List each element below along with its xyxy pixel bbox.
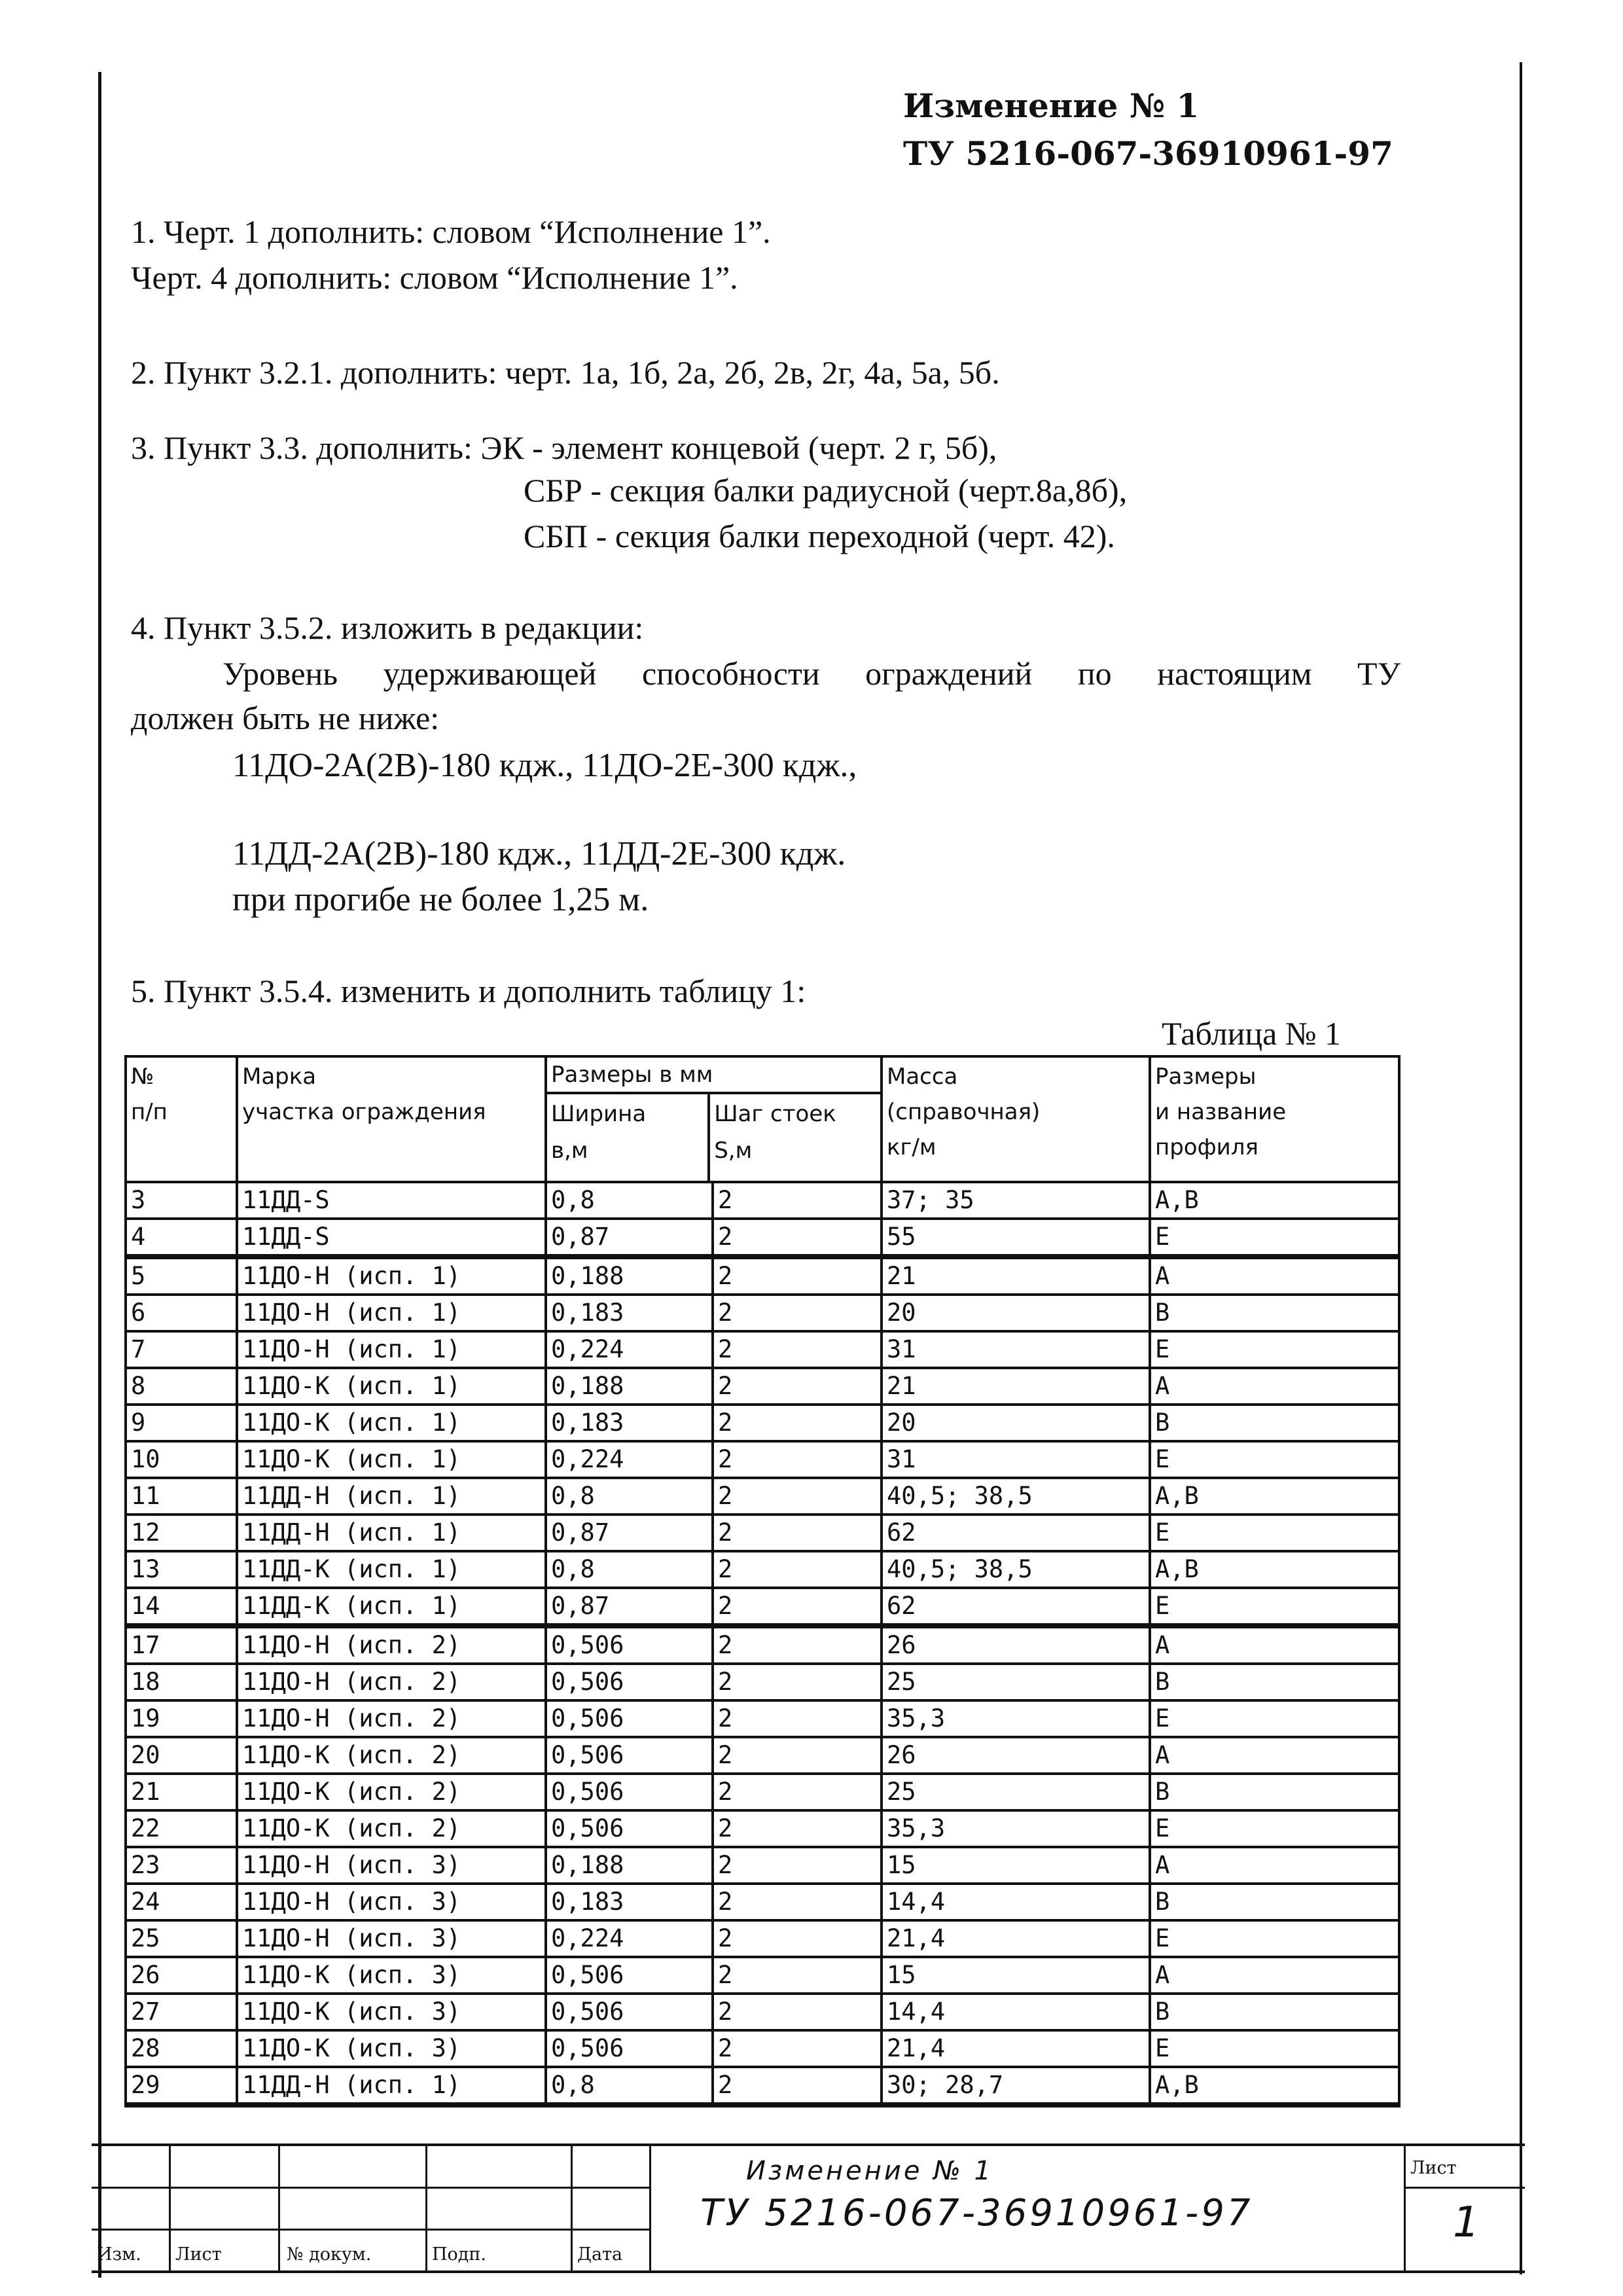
tb-divider [1404,2146,1406,2270]
table-row [127,1995,1398,2032]
cell-step: 2 [714,1885,883,1922]
spec-code: ТУ 5216-067-36910961-97 [903,134,1393,173]
table-row [127,1479,1398,1516]
cell-width: 0,224 [547,1922,714,1958]
cell-mark: 11ДО-Н (исп. 3) [238,1922,547,1958]
cell-mark: 11ДО-К (исп. 2) [238,1775,547,1812]
tb-divider [649,2146,651,2270]
cell-width: 0,183 [547,1296,714,1333]
header-num [127,1058,238,1183]
header-profile-line1: Размеры [1155,1064,1257,1090]
cell-profile: В [1151,1406,1398,1443]
cell-mark: 11ДД-S [238,1183,547,1220]
change-title: Изменение № 1 [903,86,1200,125]
cell-step: 2 [714,1552,883,1589]
cell-width: 0,8 [547,2068,714,2105]
item-4f: при прогибе не более 1,25 м. [232,881,649,918]
cell-mass: 31 [883,1333,1151,1369]
cell-mark: 11ДД-Н (исп. 1) [238,1516,547,1552]
cell-mark: 11ДД-К (исп. 1) [238,1552,547,1589]
cell-mass: 14,4 [883,1885,1151,1922]
cell-mark: 11ДО-К (исп. 1) [238,1406,547,1443]
header-width [547,1094,710,1181]
cell-width: 0,506 [547,1812,714,1848]
cell-mass: 25 [883,1775,1151,1812]
cell-profile: Е [1151,1812,1398,1848]
cell-profile: Е [1151,1589,1398,1626]
table-row [127,1848,1398,1885]
cell-step: 2 [714,1922,883,1958]
cell-width: 0,224 [547,1443,714,1479]
table-row [127,1922,1398,1958]
header-mark [238,1058,547,1183]
header-mark-line1: Марка [242,1064,317,1090]
cell-num: 24 [127,1885,238,1922]
header-profile-line2: и название [1155,1099,1287,1125]
item-2: 2. Пункт 3.2.1. дополнить: черт. 1а, 1б, 2а, 2б, 2в, 2г, 4а, 5а, 5б. [131,354,1000,391]
cell-profile: А [1151,1259,1398,1296]
cell-mass: 30; 28,7 [883,2068,1151,2105]
cell-num: 25 [127,1922,238,1958]
cell-num: 14 [127,1589,238,1626]
table-row [127,2032,1398,2068]
table-row [127,1958,1398,1995]
cell-profile: В [1151,1665,1398,1702]
cell-profile: Е [1151,1220,1398,1257]
header-dims: Размеры в мм [547,1058,880,1094]
item-3a: 3. Пункт 3.3. дополнить: ЭК - элемент концевой (черт. 2 г, 5б), [131,429,997,466]
cell-width: 0,8 [547,1479,714,1516]
cell-num: 4 [127,1220,238,1257]
cell-num: 5 [127,1259,238,1296]
cell-mass: 15 [883,1958,1151,1995]
item-4a: 4. Пункт 3.5.2. изложить в редакции: [131,609,644,646]
cell-mark: 11ДО-К (исп. 1) [238,1369,547,1406]
table-row [127,2068,1398,2105]
tb-divider [169,2146,171,2270]
cell-step: 2 [714,1259,883,1296]
cell-num: 17 [127,1628,238,1665]
cell-mark: 11ДО-К (исп. 3) [238,1995,547,2032]
cell-mark: 11ДО-Н (исп. 2) [238,1628,547,1665]
cell-mass: 62 [883,1516,1151,1552]
cell-width: 0,87 [547,1220,714,1257]
cell-width: 0,224 [547,1333,714,1369]
item-1b: Черт. 4 дополнить: словом “Исполнение 1”. [131,259,738,296]
header-mass-line3: кг/м [887,1134,936,1160]
tb-code: ТУ 5216-067-36910961-97 [700,2192,1253,2234]
cell-width: 0,506 [547,1738,714,1775]
cell-num: 22 [127,1812,238,1848]
tb-divider [425,2146,427,2270]
item-4d: 11ДО-2А(2В)-180 кдж., 11ДО-2Е-300 кдж., [232,747,857,784]
table-row [127,1220,1398,1257]
tb-divider [571,2146,573,2270]
table-row [127,1257,1398,1296]
cell-step: 2 [714,1848,883,1885]
item-3c: СБП - секция балки переходной (черт. 42). [524,518,1115,554]
left-margin-line [98,72,101,2278]
table-row [127,1812,1398,1848]
cell-step: 2 [714,1220,883,1257]
tb-row-line [92,2229,649,2231]
cell-width: 0,8 [547,1183,714,1220]
cell-mass: 35,3 [883,1812,1151,1848]
item-4c: должен быть не ниже: [131,700,440,736]
header-mass-line1: Масса [887,1064,958,1090]
cell-mass: 15 [883,1848,1151,1885]
cell-num: 11 [127,1479,238,1516]
cell-mark: 11ДО-К (исп. 3) [238,1958,547,1995]
item-5: 5. Пункт 3.5.4. изменить и дополнить таблицу 1: [131,973,806,1009]
cell-width: 0,8 [547,1552,714,1589]
item-1a: 1. Черт. 1 дополнить: словом “Исполнение 1”. [131,213,771,250]
cell-mark: 11ДО-К (исп. 2) [238,1812,547,1848]
cell-width: 0,87 [547,1589,714,1626]
cell-mark: 11ДО-Н (исп. 1) [238,1333,547,1369]
header-dims-group [547,1058,883,1183]
cell-width: 0,506 [547,1628,714,1665]
cell-mark: 11ДД-S [238,1220,547,1257]
cell-width: 0,87 [547,1516,714,1552]
cell-mark: 11ДО-Н (исп. 3) [238,1885,547,1922]
cell-mass: 21 [883,1369,1151,1406]
table-row [127,1702,1398,1738]
cell-profile: А [1151,1848,1398,1885]
cell-mark: 11ДО-К (исп. 3) [238,2032,547,2068]
cell-step: 2 [714,1738,883,1775]
cell-mass: 62 [883,1589,1151,1626]
cell-step: 2 [714,1665,883,1702]
header-step-line1: Шаг стоек [714,1101,836,1127]
tb-data: Дата [577,2244,623,2265]
cell-width: 0,506 [547,1958,714,1995]
cell-num: 6 [127,1296,238,1333]
cell-num: 12 [127,1516,238,1552]
table-body [127,1183,1398,2105]
header-profile [1151,1058,1398,1183]
tb-sheet-num: 1 [1453,2198,1480,2247]
cell-width: 0,188 [547,1369,714,1406]
cell-step: 2 [714,1812,883,1848]
cell-num: 23 [127,1848,238,1885]
table-row [127,1552,1398,1589]
cell-mass: 21,4 [883,1922,1151,1958]
table-row [127,1333,1398,1369]
cell-profile: В [1151,1296,1398,1333]
cell-width: 0,506 [547,2032,714,2068]
cell-width: 0,506 [547,1702,714,1738]
cell-num: 3 [127,1183,238,1220]
cell-profile: Е [1151,1702,1398,1738]
cell-step: 2 [714,1296,883,1333]
cell-mass: 55 [883,1220,1151,1257]
cell-profile: А [1151,1369,1398,1406]
cell-mark: 11ДД-К (исп. 1) [238,1589,547,1626]
tb-row-line [1404,2187,1525,2189]
cell-num: 9 [127,1406,238,1443]
cell-num: 27 [127,1995,238,2032]
tb-row-line [92,2187,649,2189]
header-num-line2: п/п [131,1099,168,1125]
cell-mass: 35,3 [883,1702,1151,1738]
cell-step: 2 [714,1516,883,1552]
tb-change: Изменение № 1 [746,2156,993,2186]
tb-divider [278,2146,280,2270]
cell-step: 2 [714,1369,883,1406]
cell-mark: 11ДД-Н (исп. 1) [238,1479,547,1516]
tb-sheet-label: Лист [1410,2158,1457,2178]
cell-num: 10 [127,1443,238,1479]
table-row [127,1443,1398,1479]
table-row [127,1738,1398,1775]
header-mark-line2: участка ограждения [242,1099,486,1125]
right-margin-line [1520,62,1522,2274]
cell-mark: 11ДО-Н (исп. 3) [238,1848,547,1885]
cell-mark: 11ДО-Н (исп. 1) [238,1296,547,1333]
cell-mass: 31 [883,1443,1151,1479]
table-row [127,1369,1398,1406]
cell-profile: Е [1151,2032,1398,2068]
cell-step: 2 [714,1958,883,1995]
table-row [127,1296,1398,1333]
cell-num: 26 [127,1958,238,1995]
cell-profile: В [1151,1995,1398,2032]
header-step [710,1094,880,1181]
cell-step: 2 [714,1628,883,1665]
table-header-row [127,1058,1398,1183]
table-row [127,1406,1398,1443]
header-width-line2: в,м [551,1138,588,1164]
tb-izm: Изм. [97,2244,141,2265]
cell-num: 8 [127,1369,238,1406]
cell-mass: 20 [883,1296,1151,1333]
cell-step: 2 [714,1479,883,1516]
cell-profile: А [1151,1958,1398,1995]
cell-num: 20 [127,1738,238,1775]
table-row [127,1775,1398,1812]
cell-mass: 21 [883,1259,1151,1296]
cell-width: 0,183 [547,1885,714,1922]
cell-mark: 11ДО-Н (исп. 1) [238,1259,547,1296]
cell-step: 2 [714,2068,883,2105]
cell-step: 2 [714,1995,883,2032]
cell-profile: А,В [1151,1479,1398,1516]
cell-mass: 14,4 [883,1995,1151,2032]
cell-profile: А [1151,1628,1398,1665]
cell-mark: 11ДО-Н (исп. 2) [238,1665,547,1702]
cell-width: 0,506 [547,1995,714,2032]
cell-profile: А,В [1151,1552,1398,1589]
cell-mass: 26 [883,1628,1151,1665]
cell-num: 7 [127,1333,238,1369]
cell-step: 2 [714,1702,883,1738]
tb-podp: Подп. [432,2244,487,2265]
cell-width: 0,188 [547,1259,714,1296]
tb-docnum: № докум. [287,2244,372,2265]
cell-step: 2 [714,1333,883,1369]
cell-mass: 25 [883,1665,1151,1702]
cell-mark: 11ДД-Н (исп. 1) [238,2068,547,2105]
header-step-line2: S,м [714,1138,753,1164]
header-dims-sub [547,1094,880,1181]
cell-profile: А,В [1151,1183,1398,1220]
cell-num: 28 [127,2032,238,2068]
header-mass-line2: (справочная) [887,1099,1041,1125]
item-4b: Уровень удерживающей способности ограждений по настоящим ТУ [223,655,1400,692]
table-row [127,1885,1398,1922]
cell-mark: 11ДО-К (исп. 1) [238,1443,547,1479]
cell-step: 2 [714,1406,883,1443]
cell-num: 13 [127,1552,238,1589]
cell-width: 0,506 [547,1665,714,1702]
cell-profile: Е [1151,1443,1398,1479]
cell-profile: Е [1151,1516,1398,1552]
title-block [92,2144,1525,2273]
header-width-line1: Ширина [551,1101,647,1127]
cell-num: 18 [127,1665,238,1702]
cell-mark: 11ДО-К (исп. 2) [238,1738,547,1775]
cell-num: 29 [127,2068,238,2105]
cell-profile: А [1151,1738,1398,1775]
cell-width: 0,188 [547,1848,714,1885]
table-1 [124,1055,1400,2108]
item-4e: 11ДД-2А(2В)-180 кдж., 11ДД-2Е-300 кдж. [232,835,846,872]
header-mass [883,1058,1151,1183]
cell-mass: 40,5; 38,5 [883,1552,1151,1589]
cell-mass: 37; 35 [883,1183,1151,1220]
cell-mark: 11ДО-Н (исп. 2) [238,1702,547,1738]
table-row [127,1183,1398,1220]
cell-profile: В [1151,1885,1398,1922]
table-row [127,1626,1398,1665]
cell-mass: 40,5; 38,5 [883,1479,1151,1516]
cell-profile: В [1151,1775,1398,1812]
cell-profile: Е [1151,1922,1398,1958]
header-num-line1: № [131,1064,154,1090]
table-row [127,1665,1398,1702]
cell-width: 0,183 [547,1406,714,1443]
cell-num: 19 [127,1702,238,1738]
cell-mass: 26 [883,1738,1151,1775]
item-3b: СБР - секция балки радиусной (черт.8а,8б), [524,472,1128,509]
cell-step: 2 [714,1775,883,1812]
cell-profile: А,В [1151,2068,1398,2105]
table-row [127,1589,1398,1626]
cell-step: 2 [714,1589,883,1626]
cell-step: 2 [714,2032,883,2068]
cell-width: 0,506 [547,1775,714,1812]
tb-list: Лист [175,2244,222,2265]
cell-mass: 20 [883,1406,1151,1443]
cell-step: 2 [714,1443,883,1479]
table-caption: Таблица № 1 [1162,1015,1342,1052]
cell-num: 21 [127,1775,238,1812]
cell-mass: 21,4 [883,2032,1151,2068]
table-row [127,1516,1398,1552]
cell-step: 2 [714,1183,883,1220]
header-profile-line3: профиля [1155,1134,1258,1160]
cell-profile: Е [1151,1333,1398,1369]
